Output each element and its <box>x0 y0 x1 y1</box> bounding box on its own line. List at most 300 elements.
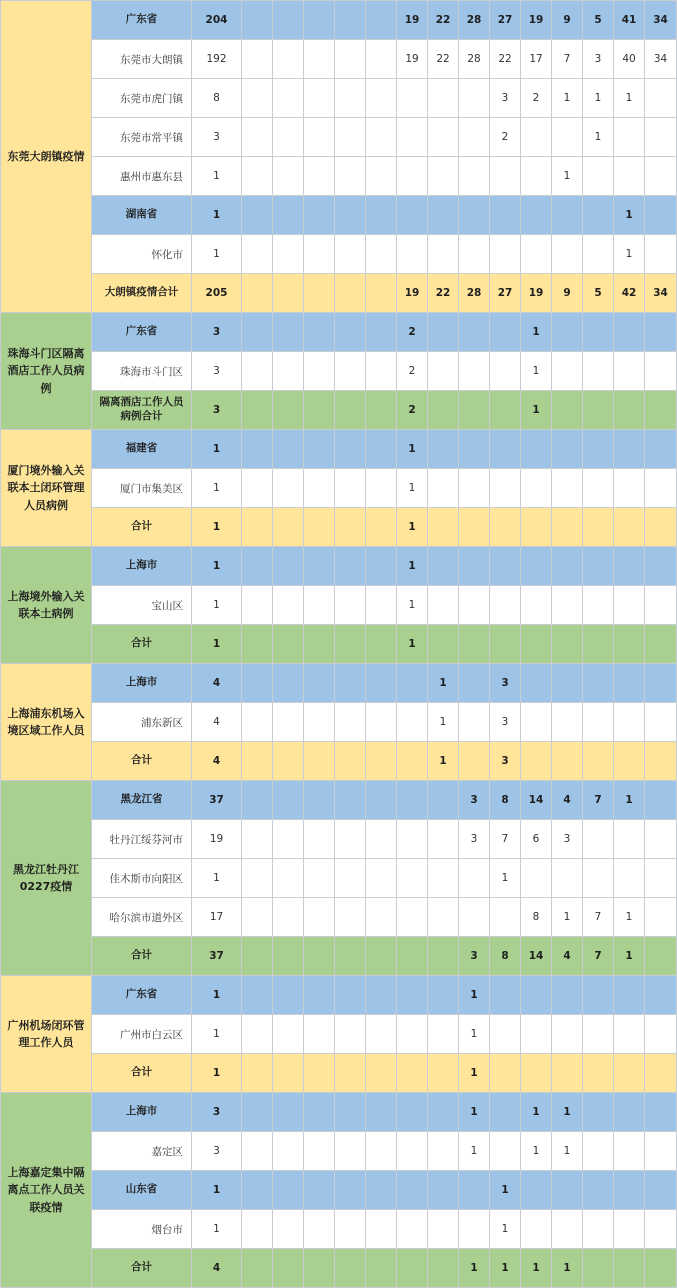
daily-count-cell: 1 <box>428 664 459 703</box>
total-cell: 17 <box>192 898 242 937</box>
daily-count-cell: 3 <box>459 781 490 820</box>
table-row <box>1 625 677 664</box>
table-row <box>1 664 677 703</box>
daily-count-cell <box>397 937 428 976</box>
total-cell: 1 <box>192 1054 242 1093</box>
total-cell: 3 <box>192 1132 242 1171</box>
daily-count-cell <box>335 1132 366 1171</box>
daily-count-cell <box>583 391 614 430</box>
region-name: 佳木斯市向阳区 <box>92 859 192 898</box>
daily-count-cell <box>521 430 552 469</box>
daily-count-cell <box>397 157 428 196</box>
daily-count-cell: 34 <box>645 1 677 40</box>
total-cell: 192 <box>192 40 242 79</box>
daily-count-cell <box>242 274 273 313</box>
daily-count-cell <box>645 469 677 508</box>
daily-count-cell <box>552 664 583 703</box>
daily-count-cell <box>521 664 552 703</box>
province-name: 湖南省 <box>92 196 192 235</box>
total-cell: 19 <box>192 820 242 859</box>
daily-count-cell: 3 <box>490 703 521 742</box>
table-row <box>1 352 677 391</box>
daily-count-cell <box>366 586 397 625</box>
daily-count-cell <box>397 703 428 742</box>
total-cell: 204 <box>192 1 242 40</box>
total-cell: 1 <box>192 430 242 469</box>
daily-count-cell <box>521 742 552 781</box>
daily-count-cell <box>273 313 304 352</box>
daily-count-cell <box>428 1093 459 1132</box>
total-cell: 37 <box>192 781 242 820</box>
daily-count-cell: 1 <box>521 352 552 391</box>
daily-count-cell <box>366 898 397 937</box>
region-name: 惠州市惠东县 <box>92 157 192 196</box>
subtotal-label: 大朗镇疫情合计 <box>92 274 192 313</box>
daily-count-cell <box>273 430 304 469</box>
daily-count-cell <box>335 547 366 586</box>
daily-count-cell <box>614 625 645 664</box>
daily-count-cell <box>366 313 397 352</box>
daily-count-cell <box>459 547 490 586</box>
daily-count-cell <box>273 157 304 196</box>
group-title: 厦门境外输入关联本土闭环管理人员病例 <box>1 430 92 547</box>
daily-count-cell: 22 <box>428 1 459 40</box>
daily-count-cell <box>242 235 273 274</box>
daily-count-cell <box>273 1249 304 1288</box>
table-row <box>1 469 677 508</box>
total-cell: 1 <box>192 235 242 274</box>
daily-count-cell: 5 <box>583 274 614 313</box>
daily-count-cell <box>242 625 273 664</box>
daily-count-cell <box>242 1054 273 1093</box>
daily-count-cell <box>428 508 459 547</box>
daily-count-cell: 17 <box>521 40 552 79</box>
daily-count-cell <box>521 625 552 664</box>
table-row <box>1 547 677 586</box>
daily-count-cell: 1 <box>552 157 583 196</box>
daily-count-cell <box>304 742 335 781</box>
daily-count-cell: 1 <box>428 703 459 742</box>
daily-count-cell <box>459 859 490 898</box>
daily-count-cell <box>304 859 335 898</box>
daily-count-cell <box>335 118 366 157</box>
daily-count-cell <box>366 625 397 664</box>
daily-count-cell: 19 <box>521 1 552 40</box>
table-row <box>1 1015 677 1054</box>
daily-count-cell: 1 <box>397 547 428 586</box>
table-row <box>1 937 677 976</box>
daily-count-cell <box>459 391 490 430</box>
daily-count-cell <box>552 391 583 430</box>
table-row <box>1 1054 677 1093</box>
table-row <box>1 508 677 547</box>
daily-count-cell: 7 <box>583 937 614 976</box>
daily-count-cell <box>521 976 552 1015</box>
daily-count-cell: 1 <box>583 118 614 157</box>
daily-count-cell <box>335 313 366 352</box>
daily-count-cell <box>490 352 521 391</box>
daily-count-cell: 1 <box>459 1054 490 1093</box>
daily-count-cell <box>521 586 552 625</box>
daily-count-cell <box>242 391 273 430</box>
total-cell: 3 <box>192 118 242 157</box>
daily-count-cell <box>552 1171 583 1210</box>
daily-count-cell <box>242 547 273 586</box>
daily-count-cell <box>242 1015 273 1054</box>
daily-count-cell <box>428 976 459 1015</box>
region-name: 烟台市 <box>92 1210 192 1249</box>
daily-count-cell <box>583 625 614 664</box>
region-name: 东莞市虎门镇 <box>92 79 192 118</box>
total-cell: 1 <box>192 469 242 508</box>
daily-count-cell <box>428 859 459 898</box>
daily-count-cell <box>304 1132 335 1171</box>
daily-count-cell <box>273 781 304 820</box>
daily-count-cell <box>304 508 335 547</box>
daily-count-cell <box>304 937 335 976</box>
region-name: 珠海市斗门区 <box>92 352 192 391</box>
daily-count-cell <box>242 352 273 391</box>
daily-count-cell <box>273 1054 304 1093</box>
daily-count-cell <box>273 79 304 118</box>
daily-count-cell <box>366 196 397 235</box>
daily-count-cell <box>242 118 273 157</box>
daily-count-cell <box>304 586 335 625</box>
daily-count-cell: 1 <box>552 1132 583 1171</box>
province-name: 黑龙江省 <box>92 781 192 820</box>
daily-count-cell <box>583 820 614 859</box>
daily-count-cell <box>304 976 335 1015</box>
daily-count-cell <box>366 40 397 79</box>
daily-count-cell <box>304 157 335 196</box>
daily-count-cell <box>273 1132 304 1171</box>
total-cell: 37 <box>192 937 242 976</box>
daily-count-cell <box>552 1054 583 1093</box>
daily-count-cell <box>614 313 645 352</box>
daily-count-cell <box>335 976 366 1015</box>
daily-count-cell <box>645 1054 677 1093</box>
daily-count-cell: 34 <box>645 274 677 313</box>
daily-count-cell <box>304 1249 335 1288</box>
daily-count-cell <box>552 196 583 235</box>
daily-count-cell <box>304 898 335 937</box>
daily-count-cell: 1 <box>521 1132 552 1171</box>
daily-count-cell <box>645 1171 677 1210</box>
daily-count-cell <box>273 625 304 664</box>
daily-count-cell <box>459 898 490 937</box>
daily-count-cell <box>521 1210 552 1249</box>
total-cell: 1 <box>192 859 242 898</box>
daily-count-cell <box>459 157 490 196</box>
daily-count-cell <box>366 703 397 742</box>
table-row <box>1 40 677 79</box>
daily-count-cell <box>645 118 677 157</box>
subtotal-label: 隔离酒店工作人员病例合计 <box>92 391 192 430</box>
daily-count-cell <box>552 547 583 586</box>
daily-count-cell <box>614 742 645 781</box>
daily-count-cell: 40 <box>614 40 645 79</box>
daily-count-cell <box>366 664 397 703</box>
daily-count-cell: 41 <box>614 1 645 40</box>
daily-count-cell <box>366 508 397 547</box>
daily-count-cell <box>304 820 335 859</box>
daily-count-cell <box>366 937 397 976</box>
daily-count-cell <box>645 1015 677 1054</box>
daily-count-cell: 1 <box>490 1210 521 1249</box>
daily-count-cell <box>583 1171 614 1210</box>
daily-count-cell <box>459 586 490 625</box>
daily-count-cell <box>490 586 521 625</box>
daily-count-cell <box>304 1093 335 1132</box>
daily-count-cell: 8 <box>521 898 552 937</box>
daily-count-cell: 1 <box>459 1015 490 1054</box>
daily-count-cell <box>490 625 521 664</box>
daily-count-cell: 2 <box>397 313 428 352</box>
daily-count-cell <box>521 157 552 196</box>
daily-count-cell: 3 <box>490 79 521 118</box>
daily-count-cell <box>428 1249 459 1288</box>
province-name: 广东省 <box>92 313 192 352</box>
daily-count-cell <box>335 664 366 703</box>
daily-count-cell: 27 <box>490 1 521 40</box>
daily-count-cell <box>428 820 459 859</box>
daily-count-cell <box>459 625 490 664</box>
daily-count-cell <box>304 1054 335 1093</box>
daily-count-cell <box>397 859 428 898</box>
daily-count-cell <box>521 508 552 547</box>
table-row <box>1 1132 677 1171</box>
table-row <box>1 118 677 157</box>
total-cell: 1 <box>192 157 242 196</box>
daily-count-cell <box>521 118 552 157</box>
daily-count-cell <box>521 1015 552 1054</box>
daily-count-cell: 1 <box>614 898 645 937</box>
daily-count-cell <box>490 391 521 430</box>
daily-count-cell <box>366 79 397 118</box>
daily-count-cell <box>366 352 397 391</box>
daily-count-cell <box>366 1054 397 1093</box>
daily-count-cell <box>335 586 366 625</box>
daily-count-cell <box>459 430 490 469</box>
daily-count-cell <box>552 859 583 898</box>
daily-count-cell: 1 <box>614 235 645 274</box>
region-name: 嘉定区 <box>92 1132 192 1171</box>
daily-count-cell <box>552 703 583 742</box>
daily-count-cell <box>583 1015 614 1054</box>
daily-count-cell <box>428 898 459 937</box>
daily-count-cell <box>583 157 614 196</box>
daily-count-cell <box>645 820 677 859</box>
daily-count-cell <box>242 703 273 742</box>
daily-count-cell <box>428 79 459 118</box>
daily-count-cell <box>490 976 521 1015</box>
daily-count-cell <box>552 1015 583 1054</box>
table-row <box>1 391 677 430</box>
table-row <box>1 1171 677 1210</box>
daily-count-cell <box>490 1015 521 1054</box>
daily-count-cell: 8 <box>490 781 521 820</box>
daily-count-cell <box>335 1015 366 1054</box>
total-cell: 3 <box>192 1093 242 1132</box>
daily-count-cell <box>335 820 366 859</box>
daily-count-cell <box>645 508 677 547</box>
daily-count-cell <box>428 313 459 352</box>
daily-count-cell: 1 <box>428 742 459 781</box>
daily-count-cell: 1 <box>397 586 428 625</box>
daily-count-cell <box>645 586 677 625</box>
daily-count-cell: 1 <box>490 1249 521 1288</box>
daily-count-cell <box>645 1093 677 1132</box>
daily-count-cell: 1 <box>397 508 428 547</box>
daily-count-cell <box>552 313 583 352</box>
daily-count-cell: 2 <box>521 79 552 118</box>
daily-count-cell <box>304 79 335 118</box>
total-cell: 1 <box>192 196 242 235</box>
daily-count-cell <box>428 547 459 586</box>
daily-count-cell <box>273 547 304 586</box>
daily-count-cell <box>645 196 677 235</box>
daily-count-cell: 1 <box>521 391 552 430</box>
region-name: 东莞市常平镇 <box>92 118 192 157</box>
daily-count-cell <box>242 313 273 352</box>
daily-count-cell <box>428 1054 459 1093</box>
daily-count-cell <box>614 1093 645 1132</box>
daily-count-cell <box>614 820 645 859</box>
daily-count-cell <box>242 1093 273 1132</box>
daily-count-cell: 14 <box>521 937 552 976</box>
table-row <box>1 1 677 40</box>
daily-count-cell <box>645 625 677 664</box>
daily-count-cell <box>552 976 583 1015</box>
province-name: 广东省 <box>92 976 192 1015</box>
daily-count-cell: 1 <box>397 469 428 508</box>
daily-count-cell <box>366 1 397 40</box>
daily-count-cell <box>273 586 304 625</box>
daily-count-cell <box>583 430 614 469</box>
daily-count-cell <box>614 664 645 703</box>
table-row <box>1 976 677 1015</box>
daily-count-cell <box>304 1171 335 1210</box>
daily-count-cell <box>397 79 428 118</box>
daily-count-cell <box>335 157 366 196</box>
province-name: 福建省 <box>92 430 192 469</box>
province-name: 山东省 <box>92 1171 192 1210</box>
table-row <box>1 820 677 859</box>
daily-count-cell <box>335 235 366 274</box>
daily-count-cell <box>521 196 552 235</box>
daily-count-cell <box>428 469 459 508</box>
daily-count-cell <box>304 391 335 430</box>
daily-count-cell: 2 <box>490 118 521 157</box>
group-title: 上海嘉定集中隔离点工作人员关联疫情 <box>1 1093 92 1288</box>
daily-count-cell <box>428 196 459 235</box>
daily-count-cell <box>521 1054 552 1093</box>
daily-count-cell <box>242 469 273 508</box>
daily-count-cell <box>645 352 677 391</box>
daily-count-cell <box>242 508 273 547</box>
daily-count-cell <box>335 898 366 937</box>
daily-count-cell <box>583 703 614 742</box>
daily-count-cell <box>645 1210 677 1249</box>
daily-count-cell <box>335 703 366 742</box>
daily-count-cell <box>645 703 677 742</box>
daily-count-cell: 9 <box>552 274 583 313</box>
daily-count-cell <box>397 1171 428 1210</box>
daily-count-cell <box>583 196 614 235</box>
daily-count-cell: 8 <box>490 937 521 976</box>
daily-count-cell: 1 <box>521 1249 552 1288</box>
daily-count-cell <box>645 157 677 196</box>
daily-count-cell <box>304 430 335 469</box>
daily-count-cell <box>273 1 304 40</box>
daily-count-cell <box>335 625 366 664</box>
daily-count-cell: 42 <box>614 274 645 313</box>
table-row <box>1 274 677 313</box>
daily-count-cell <box>397 1054 428 1093</box>
daily-count-cell <box>366 859 397 898</box>
daily-count-cell <box>459 742 490 781</box>
table-row <box>1 742 677 781</box>
daily-count-cell <box>366 1093 397 1132</box>
daily-count-cell <box>614 859 645 898</box>
daily-count-cell <box>366 157 397 196</box>
daily-count-cell <box>428 157 459 196</box>
table-row <box>1 703 677 742</box>
daily-count-cell <box>397 1132 428 1171</box>
daily-count-cell <box>273 742 304 781</box>
daily-count-cell <box>552 508 583 547</box>
subtotal-label: 合计 <box>92 742 192 781</box>
daily-count-cell <box>366 1210 397 1249</box>
daily-count-cell <box>583 976 614 1015</box>
daily-count-cell <box>583 859 614 898</box>
daily-count-cell: 5 <box>583 1 614 40</box>
total-cell: 1 <box>192 508 242 547</box>
daily-count-cell <box>242 820 273 859</box>
daily-count-cell: 6 <box>521 820 552 859</box>
daily-count-cell: 3 <box>459 937 490 976</box>
group-title: 珠海斗门区隔离酒店工作人员病例 <box>1 313 92 430</box>
province-name: 上海市 <box>92 547 192 586</box>
daily-count-cell <box>242 976 273 1015</box>
table-body <box>1 1 677 1288</box>
daily-count-cell <box>428 586 459 625</box>
daily-count-cell <box>490 313 521 352</box>
daily-count-cell <box>614 976 645 1015</box>
total-cell: 1 <box>192 1015 242 1054</box>
daily-count-cell <box>366 430 397 469</box>
daily-count-cell: 3 <box>552 820 583 859</box>
daily-count-cell <box>521 469 552 508</box>
daily-count-cell <box>335 937 366 976</box>
daily-count-cell <box>242 1249 273 1288</box>
daily-count-cell <box>490 1054 521 1093</box>
daily-count-cell <box>583 469 614 508</box>
daily-count-cell <box>645 1249 677 1288</box>
daily-count-cell <box>645 937 677 976</box>
daily-count-cell <box>428 391 459 430</box>
daily-count-cell <box>614 118 645 157</box>
daily-count-cell: 7 <box>583 898 614 937</box>
daily-count-cell <box>614 430 645 469</box>
daily-count-cell <box>335 859 366 898</box>
daily-count-cell <box>304 313 335 352</box>
daily-count-cell <box>273 1210 304 1249</box>
daily-count-cell <box>645 1132 677 1171</box>
daily-count-cell: 1 <box>397 430 428 469</box>
daily-count-cell <box>583 547 614 586</box>
daily-count-cell <box>242 1 273 40</box>
